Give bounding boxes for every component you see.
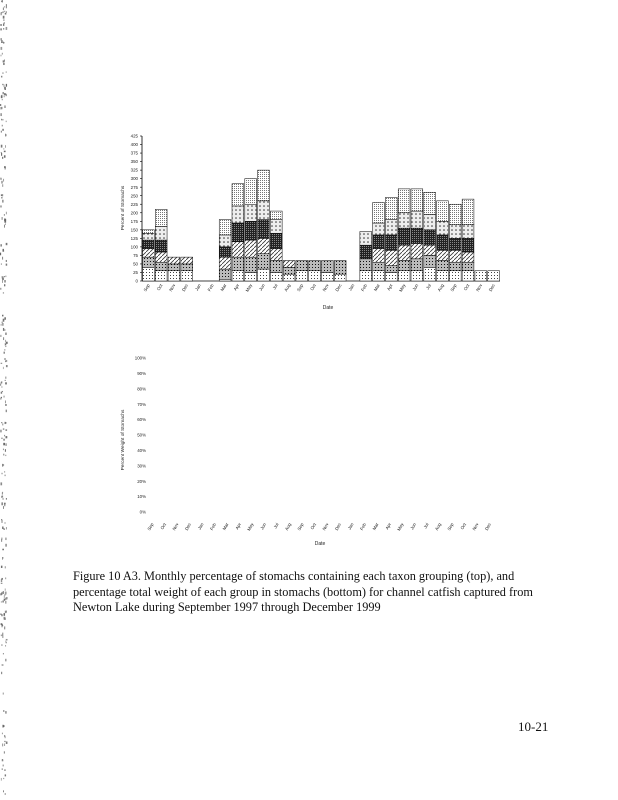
top-bar-segment xyxy=(398,261,410,271)
top-bar-segment xyxy=(462,262,474,271)
top-bar-segment xyxy=(258,254,270,269)
top-y-tick-label: 50 xyxy=(133,261,138,267)
top-bar-segment xyxy=(411,243,423,258)
bottom-y-tick-label: 10% xyxy=(137,494,146,500)
top-bar-segment xyxy=(155,226,167,240)
top-bar-segment xyxy=(398,228,410,245)
bottom-x-tick-label: Apr xyxy=(234,522,243,531)
top-x-tick-label: Aug xyxy=(283,283,292,293)
bottom-x-axis-label: Date xyxy=(314,541,326,547)
top-bar-segment xyxy=(398,245,410,260)
top-bar-segment xyxy=(437,271,449,281)
scan-edge-noise xyxy=(0,0,14,800)
top-bar-segment xyxy=(245,204,257,221)
top-bar-segment xyxy=(385,235,397,250)
top-x-tick-label: Apr xyxy=(385,283,394,292)
bottom-x-tick-label: Jul xyxy=(272,522,280,530)
top-bar-segment xyxy=(219,279,231,281)
top-bar-segment xyxy=(270,211,282,220)
top-bar-segment xyxy=(270,261,282,273)
figure-caption xyxy=(73,569,553,616)
bottom-x-tick-label: Jan xyxy=(346,522,355,531)
top-bar-segment xyxy=(373,235,385,249)
top-x-tick-label: Sep xyxy=(142,283,151,293)
top-bar-segment xyxy=(424,255,436,267)
top-x-tick-label: Jun xyxy=(257,283,266,292)
top-bar-segment xyxy=(283,267,295,274)
top-x-tick-label: Nov xyxy=(474,283,484,293)
top-y-tick-label: 250 xyxy=(130,193,138,199)
top-bar-segment xyxy=(462,238,474,252)
bottom-x-tick-label: Apr xyxy=(384,522,393,531)
top-bar-segment xyxy=(219,257,231,269)
top-bar-segment xyxy=(462,199,474,225)
top-bar-segment xyxy=(219,220,231,235)
top-bar-segment xyxy=(232,257,244,271)
bottom-x-tick-label: Oct xyxy=(159,522,168,531)
top-x-tick-label: Dec xyxy=(180,283,190,293)
top-bar-segment xyxy=(424,230,436,245)
top-bar-segment xyxy=(245,240,257,257)
top-bar-segment xyxy=(437,261,449,271)
top-bar-segment xyxy=(232,271,244,281)
top-chart xyxy=(110,128,530,323)
top-bar-segment xyxy=(322,272,334,281)
top-bar-segment xyxy=(270,233,282,248)
top-bar-segment xyxy=(411,271,423,281)
top-bar-segment xyxy=(232,223,244,242)
top-x-tick-label: Feb xyxy=(359,283,369,293)
top-bar-segment xyxy=(270,249,282,261)
top-bar-segment xyxy=(232,242,244,257)
top-y-tick-label: 150 xyxy=(130,227,138,233)
top-bar-segment xyxy=(181,264,193,271)
top-y-tick-label: 275 xyxy=(130,184,138,190)
top-bar-segment xyxy=(449,225,461,239)
top-bar-segment xyxy=(296,261,308,271)
top-bar-segment xyxy=(449,250,461,262)
top-bar-segment xyxy=(462,271,474,281)
top-bar-segment xyxy=(258,220,270,239)
top-bar-segment xyxy=(385,266,397,273)
bottom-y-tick-label: 90% xyxy=(137,371,146,376)
top-x-tick-label: Oct xyxy=(462,283,471,292)
top-bar-segment xyxy=(283,274,295,281)
top-bar-segment xyxy=(155,209,167,226)
top-bar-segment xyxy=(411,228,423,243)
top-bar-segment xyxy=(437,201,449,221)
top-x-tick-label: Mar xyxy=(372,283,381,293)
top-bar-segment xyxy=(245,179,257,205)
top-bar-segment xyxy=(232,206,244,223)
top-bar-segment xyxy=(424,245,436,255)
top-bar-segment xyxy=(296,271,308,281)
top-y-tick-label: 75 xyxy=(133,253,138,259)
bottom-x-tick-label: Jan xyxy=(196,522,205,531)
top-y-tick-label: 350 xyxy=(130,159,138,165)
top-bar-segment xyxy=(360,232,372,246)
top-bar-segment xyxy=(155,252,167,262)
top-bar-segment xyxy=(143,267,155,281)
bottom-x-tick-label: Jun xyxy=(409,522,418,531)
top-x-tick-label: May xyxy=(397,283,407,293)
top-bar-segment xyxy=(437,250,449,260)
top-bar-segment xyxy=(245,257,257,272)
bottom-x-tick-label: Sep xyxy=(146,522,155,532)
top-x-tick-label: Feb xyxy=(206,283,215,293)
top-bar-segment xyxy=(168,264,180,271)
top-x-tick-label: Sep xyxy=(449,283,458,293)
top-x-tick-label: Jul xyxy=(271,283,279,291)
top-bar-segment xyxy=(270,220,282,234)
bottom-y-tick-label: 60% xyxy=(137,417,146,423)
top-bar-segment xyxy=(475,271,487,281)
bottom-x-tick-label: Dec xyxy=(333,522,343,532)
bottom-x-tick-label: May xyxy=(396,522,405,532)
bottom-y-tick-label: 50% xyxy=(137,432,146,438)
top-bar-segment xyxy=(437,221,449,235)
top-bar-segment xyxy=(258,269,270,281)
bottom-x-tick-label: Mar xyxy=(221,522,230,532)
top-x-tick-label: Nov xyxy=(321,283,330,293)
top-x-tick-label: May xyxy=(244,283,254,293)
bottom-x-tick-label: Dec xyxy=(483,522,493,532)
bottom-x-tick-label: Oct xyxy=(309,522,318,531)
bottom-x-tick-label: Dec xyxy=(183,522,193,532)
top-bar-segment xyxy=(143,249,155,258)
top-x-tick-label: Dec xyxy=(334,283,343,293)
top-y-tick-label: 375 xyxy=(130,150,138,156)
top-bar-segment xyxy=(283,261,295,268)
top-x-tick-label: Sep xyxy=(295,283,305,293)
top-bar-segment xyxy=(385,250,397,265)
top-bar-segment xyxy=(398,271,410,281)
top-y-tick-label: 200 xyxy=(130,210,138,216)
top-y-tick-label: 0 xyxy=(135,278,138,284)
bottom-x-tick-label: Nov xyxy=(471,522,480,532)
bottom-y-tick-label: 20% xyxy=(137,478,146,484)
top-bar-segment xyxy=(322,261,334,273)
bottom-x-tick-label: Jun xyxy=(259,522,268,531)
top-y-axis-label: Percent of Stomachs xyxy=(121,185,126,231)
bottom-y-tick-label: 30% xyxy=(137,463,146,469)
bottom-x-tick-label: Feb xyxy=(358,522,368,532)
top-y-tick-label: 425 xyxy=(130,133,138,139)
top-bar-segment xyxy=(155,271,167,281)
top-bar-segment xyxy=(143,230,155,233)
top-x-tick-label: Jul xyxy=(424,283,433,291)
top-bar-segment xyxy=(462,225,474,239)
bottom-y-tick-label: 100% xyxy=(134,355,146,361)
caption-line: Figure 10 A3. Monthly percentage of stomachs containing each taxon grouping (top), and xyxy=(73,569,515,583)
top-bar-segment xyxy=(258,238,270,253)
top-bar-segment xyxy=(219,247,231,257)
top-bar-segment xyxy=(373,223,385,235)
top-bar-segment xyxy=(385,220,397,235)
bottom-x-tick-label: Aug xyxy=(283,522,293,532)
bottom-y-tick-label: 0% xyxy=(139,509,146,515)
bottom-x-tick-label: Feb xyxy=(208,522,218,532)
top-bar-segment xyxy=(181,257,193,264)
top-bar-segment xyxy=(449,271,461,281)
top-bar-segment xyxy=(449,262,461,271)
top-bar-segment xyxy=(168,257,180,264)
top-y-tick-label: 400 xyxy=(130,142,138,148)
bottom-x-tick-label: May xyxy=(246,522,255,532)
top-y-tick-label: 25 xyxy=(133,270,138,276)
bottom-y-tick-label: 80% xyxy=(137,386,146,392)
top-bar-segment xyxy=(373,262,385,271)
bottom-y-axis-label: Percent Weight of Stomachs xyxy=(121,409,126,471)
bottom-x-tick-label: Mar xyxy=(371,522,380,532)
top-bar-segment xyxy=(424,214,436,229)
bottom-x-tick-label: Jul xyxy=(422,522,430,530)
bottom-x-tick-label: Oct xyxy=(459,522,468,531)
top-y-tick-label: 225 xyxy=(130,201,138,207)
top-bar-segment xyxy=(385,272,397,281)
top-x-tick-label: Jun xyxy=(411,283,420,292)
top-bar-segment xyxy=(411,189,423,211)
top-bar-segment xyxy=(219,235,231,247)
top-bar-segment xyxy=(360,271,372,281)
top-bar-segment xyxy=(258,170,270,201)
top-bar-segment xyxy=(360,259,372,271)
page-number: 10-21 xyxy=(518,719,549,734)
top-bar-segment xyxy=(437,235,449,250)
top-bar-segment xyxy=(373,203,385,223)
caption-line: percentage total weight of each group in stomachs (bottom) for channel catfish captured from xyxy=(73,584,533,599)
top-x-tick-label: Oct xyxy=(309,283,317,292)
top-bar-segment xyxy=(449,204,461,224)
bottom-x-tick-label: Nov xyxy=(321,522,330,532)
bottom-y-tick-label: 70% xyxy=(137,401,146,407)
top-y-tick-label: 100 xyxy=(130,244,138,250)
top-bar-segment xyxy=(181,271,193,281)
top-x-tick-label: Jan xyxy=(347,283,356,292)
bottom-chart xyxy=(110,350,530,555)
top-bar-segment xyxy=(232,184,244,206)
top-bar-segment xyxy=(373,271,385,281)
top-bar-segment xyxy=(398,189,410,213)
top-bar-segment xyxy=(309,271,321,281)
top-x-tick-label: Dec xyxy=(487,283,496,293)
top-bar-segment xyxy=(219,269,231,279)
top-bar-segment xyxy=(258,201,270,220)
top-x-axis-label: Date xyxy=(322,305,334,311)
top-bar-segment xyxy=(155,262,167,271)
top-bar-segment xyxy=(155,240,167,252)
top-bar-segment xyxy=(385,197,397,219)
top-x-tick-label: Apr xyxy=(232,283,241,292)
caption-line: Newton Lake during September 1997 through December 1999 xyxy=(73,600,381,614)
top-y-tick-label: 175 xyxy=(130,218,138,224)
top-bar-segment xyxy=(245,221,257,240)
top-bar-segment xyxy=(411,211,423,228)
top-bar-segment xyxy=(143,240,155,249)
top-y-tick-label: 325 xyxy=(130,167,138,173)
top-bar-segment xyxy=(488,271,500,281)
top-bar-segment xyxy=(411,259,423,271)
top-bar-segment xyxy=(245,272,257,281)
top-bar-segment xyxy=(143,233,155,240)
top-bar-segment xyxy=(143,257,155,267)
top-bar-segment xyxy=(449,238,461,250)
top-bar-segment xyxy=(360,245,372,259)
top-bar-segment xyxy=(462,252,474,262)
top-bar-segment xyxy=(168,271,180,281)
bottom-x-tick-label: Sep xyxy=(296,522,305,532)
top-bar-segment xyxy=(334,274,346,281)
top-bar-segment xyxy=(334,261,346,275)
top-x-tick-label: Nov xyxy=(168,283,177,293)
top-bar-segment xyxy=(373,249,385,263)
bottom-y-tick-label: 40% xyxy=(137,448,146,453)
top-bar-segment xyxy=(424,192,436,214)
top-x-tick-label: Jan xyxy=(194,283,202,292)
bottom-x-tick-label: Aug xyxy=(433,522,443,532)
top-x-tick-label: Mar xyxy=(219,283,228,293)
top-bar-segment xyxy=(309,261,321,271)
top-bar-segment xyxy=(424,267,436,281)
top-bar-segment xyxy=(398,213,410,228)
bottom-x-tick-label: Nov xyxy=(171,522,180,532)
top-x-tick-label: Aug xyxy=(436,283,445,293)
top-y-tick-label: 300 xyxy=(130,176,138,182)
top-bar-segment xyxy=(270,272,282,281)
bottom-x-tick-label: Sep xyxy=(446,522,455,532)
top-y-tick-label: 125 xyxy=(130,235,138,241)
top-x-tick-label: Oct xyxy=(155,283,164,292)
